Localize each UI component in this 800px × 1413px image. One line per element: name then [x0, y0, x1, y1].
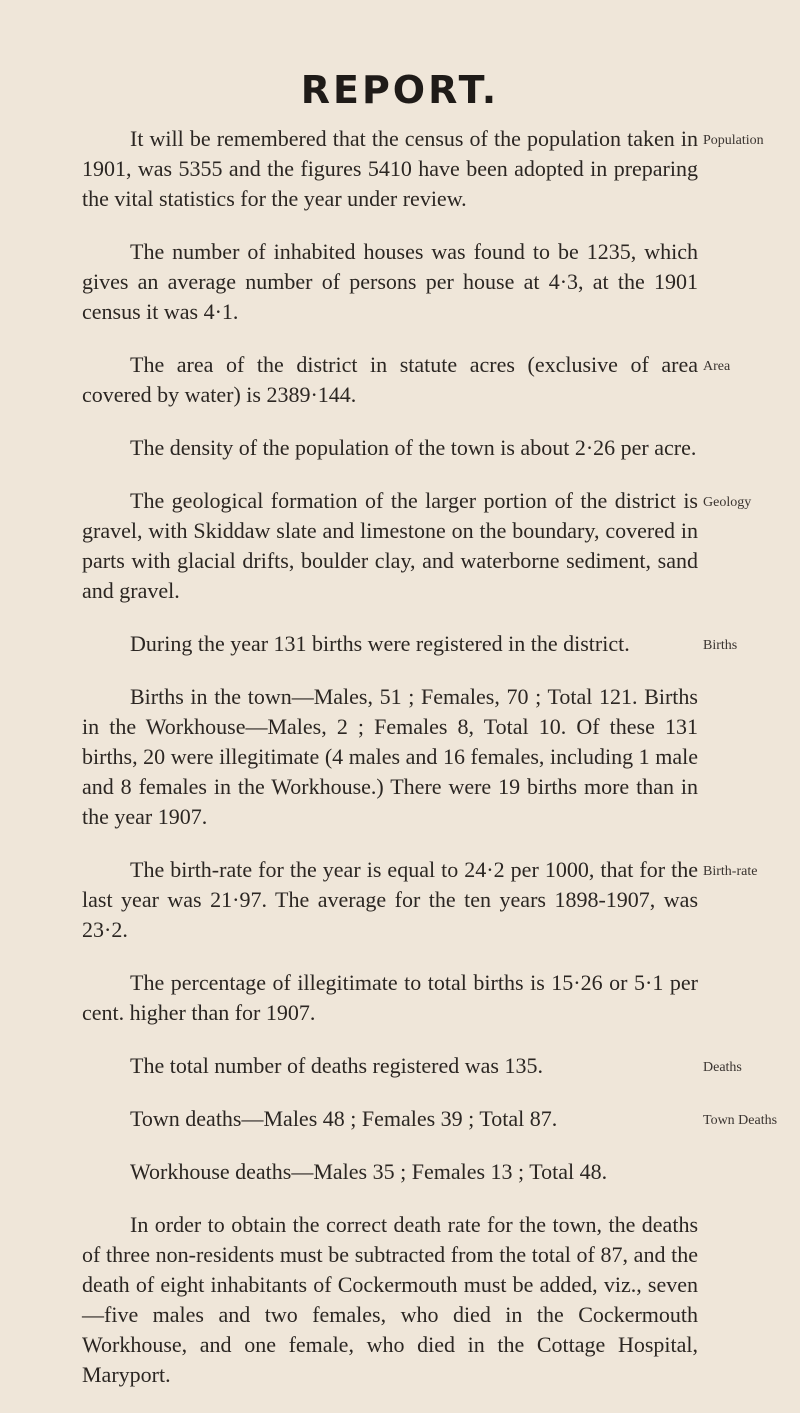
paragraph-text: The birth-rate for the year is equal to 24·2 per 1000, that for the last year was 21·97. The average for the ten years 1898-1907, was 23·2. — [82, 857, 698, 942]
paragraph-houses — [82, 237, 698, 327]
paragraph-text: In order to obtain the correct death rate for the town, the deaths of three non-residents must be subtracted from the total of 87, and the death of eight inhabitants of Cockermouth must be added, viz., seven —five males and two females, who died in the Cockermouth Workhouse, and one female, who died in the Cottage Hospital, Maryport. — [82, 1212, 698, 1387]
paragraph-text: It will be remembered that the census of the population taken in 1901, was 5355 and the figures 5410 have been adopted in preparing the vital statistics for the year under review. — [82, 126, 698, 211]
margin-note-area: Area — [703, 359, 731, 374]
paragraph-text: Workhouse deaths—Males 35 ; Females 13 ; Total 48. — [130, 1159, 608, 1184]
margin-note-town-deaths: Town Deaths — [703, 1113, 778, 1128]
paragraph-deaths — [82, 1051, 742, 1081]
paragraph-text: The number of inhabited houses was found to be 1235, which gives an average number of persons per house at 4·3, at the 1901 census it was 4·1. — [82, 239, 698, 324]
paragraph-population — [82, 124, 764, 214]
paragraph-births — [82, 629, 738, 659]
paragraph-text: The density of the population of the town is about 2·26 per acre. — [130, 435, 697, 460]
margin-note-deaths: Deaths — [703, 1060, 742, 1075]
paragraph-density — [82, 433, 698, 463]
paragraph-town-deaths — [82, 1104, 778, 1134]
paragraph-illegitimate-percentage — [82, 968, 698, 1028]
report-body — [82, 124, 778, 1413]
paragraph-birth-rate — [82, 855, 758, 945]
paragraph-text: During the year 131 births were registered in the district. — [130, 631, 630, 656]
paragraph-text: Births in the town—Males, 51 ; Females, 70 ; Total 121. Births in the Workhouse—Males, 2 ; Females 8, Total 10. Of these 131 births, 20 were illegitimate (4 males and 16 females, including 1 male and 8 females in the Workhouse.) There were 19 births more than in the year 1907. — [82, 684, 698, 829]
page-title: REPORT. — [300, 68, 500, 112]
paragraph-death-rate-correction — [82, 1210, 698, 1390]
paragraph-text: The area of the district in statute acres (exclusive of area covered by water) is 2389·144. — [82, 352, 698, 407]
paragraph-text: The percentage of illegitimate to total births is 15·26 or 5·1 per cent. higher than for 1907. — [82, 970, 698, 1025]
paragraph-geology — [82, 486, 752, 606]
margin-note-births: Births — [703, 638, 738, 653]
paragraph-text: Town deaths—Males 48 ; Females 39 ; Total 87. — [130, 1106, 558, 1131]
paragraph-area — [82, 350, 731, 410]
paragraph-births-detail — [82, 682, 698, 832]
margin-note-birth-rate: Birth-rate — [703, 864, 758, 879]
paragraph-text: The total number of deaths registered was 135. — [130, 1053, 543, 1078]
margin-note-geology: Geology — [703, 495, 752, 510]
paragraph-text: The geological formation of the larger portion of the district is gravel, with Skiddaw slate and limestone on the boundary, covered in parts with glacial drifts, boulder clay, and waterborne sediment, sand and gravel. — [82, 488, 698, 603]
paragraph-workhouse-deaths — [82, 1157, 698, 1187]
margin-note-population: Population — [703, 133, 764, 148]
